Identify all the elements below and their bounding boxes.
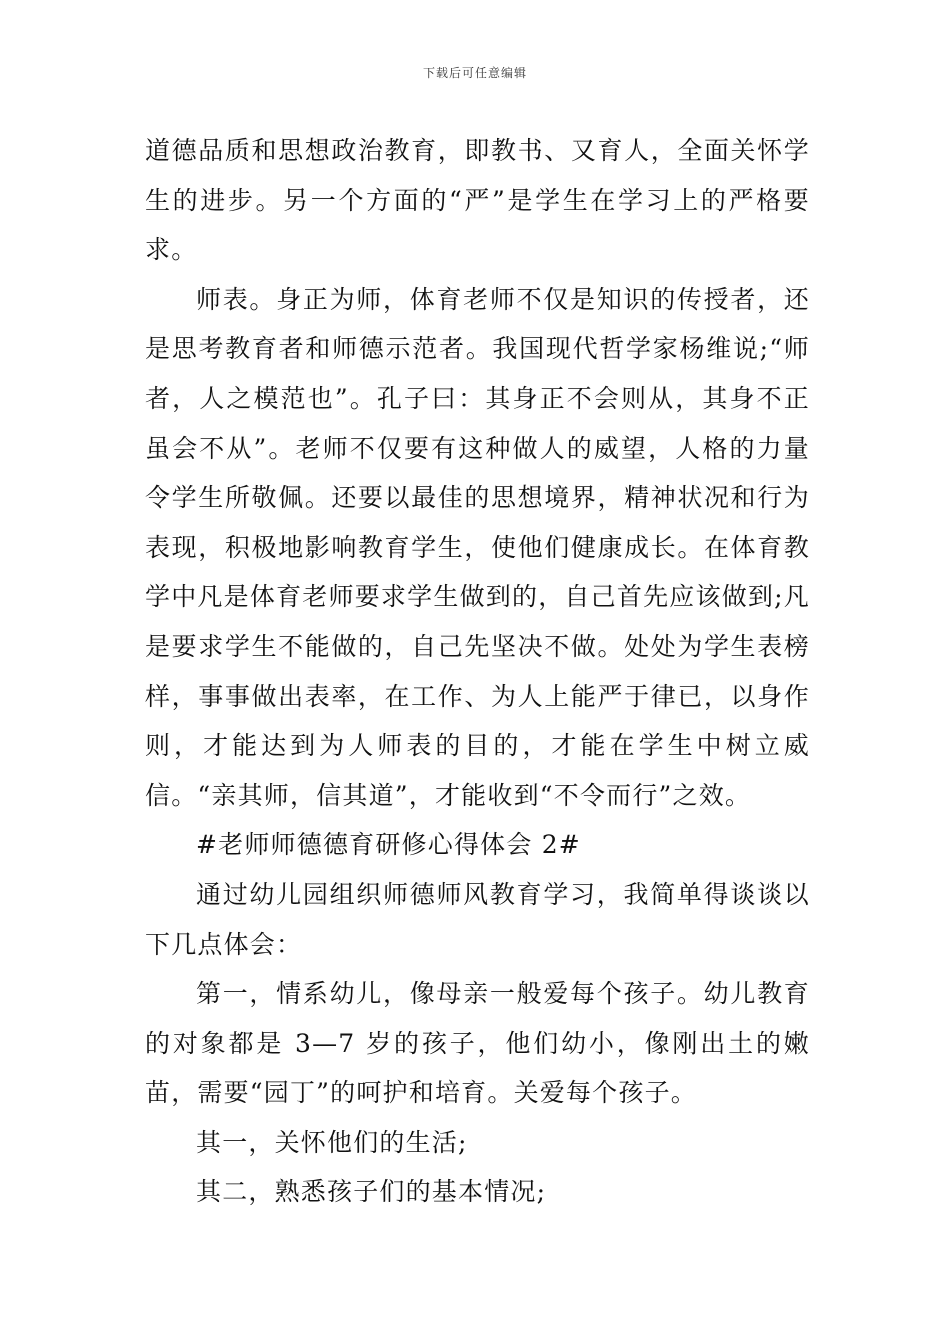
- paragraph-1: 道德品质和思想政治教育，即教书、又育人，全面关怀学生的进步。另一个方面的“严”是学生在学习上的严格要求。: [145, 136, 810, 265]
- paragraph-6: 其二，熟悉孩子们的基本情况;: [196, 1177, 547, 1207]
- page-header: 下载后可任意编辑: [422, 66, 527, 80]
- paragraph-3: 通过幼儿园组织师德师风教育学习，我简单得谈谈以下几点体会：: [145, 879, 810, 959]
- paragraph-2: 师表。身正为师，体育老师不仅是知识的传授者，还是思考教育者和师德示范者。我国现代哲学家杨维说;“师者，人之模范也”。孔子曰：其身正不会则从，其身不正虽会不从”。老师不仅要有这种做人的威望，人格的力量令学生所敬佩。还要以最佳的思想境界，精神状况和行为表现，积极地影响教育学生，使他们健康成长。在体育教学中凡是体育老师要求学生做到的，自己首先应该做到;凡是要求学生不能做的，自己先坚决不做。处处为学生表榜样，事事做出表率，在工作、为人上能严于律已，以身作则，才能达到为人师表的目的，才能在学生中树立威信。“亲其师，信其道”，才能收到“不令而行”之效。: [145, 284, 810, 810]
- section-heading: #老师师德德育研修心得体会 2#: [196, 830, 581, 860]
- paragraph-5: 其一，关怀他们的生活;: [196, 1127, 468, 1157]
- paragraph-4: 第一，情系幼儿，像母亲一般爱每个孩子。幼儿教育的对象都是 3—7 岁的孩子，他们幼小，像刚出土的嫩苗，需要“园丁”的呵护和培育。关爱每个孩子。: [145, 979, 810, 1108]
- document-body: [145, 126, 810, 1217]
